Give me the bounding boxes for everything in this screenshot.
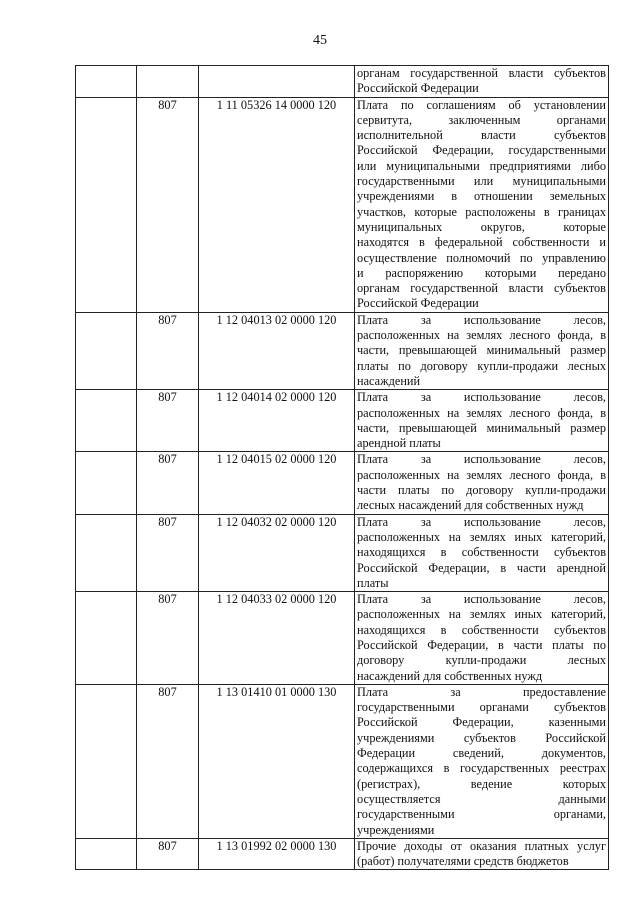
income-name-line: Федерации сведений, документов, (357, 746, 606, 761)
income-name-line: осуществление полномочий по управлению (357, 250, 606, 265)
income-name-line: части платы по договору купли-продажи (357, 483, 606, 498)
income-name-line: Российской Федерации, казенными (357, 715, 606, 730)
row-number-cell (76, 514, 137, 591)
income-name-line: Прочие доходы от оказания платных услуг (357, 838, 606, 853)
income-name-line: и распоряжению которыми передано (357, 265, 606, 280)
income-name-line: органам государственной власти субъектов (357, 281, 606, 296)
budget-classification-code-cell: 1 11 05326 14 0000 120 (199, 97, 355, 312)
income-name-cell (355, 66, 609, 98)
budget-classification-code-cell: 1 12 04033 02 0000 120 (199, 592, 355, 685)
income-name-line: или муниципальными предприятиями либо (357, 158, 606, 173)
budget-classification-code-cell: 1 13 01410 01 0000 130 (199, 684, 355, 838)
budget-classification-code-cell: 1 12 04032 02 0000 120 (199, 514, 355, 591)
income-name-line: муниципальных округов, которые (357, 219, 606, 234)
administrator-code-cell: 807 (137, 97, 199, 312)
income-name-line: учреждениями (357, 822, 435, 837)
income-name-cell (355, 97, 609, 312)
administrator-code-cell: 807 (137, 592, 199, 685)
row-number-cell (76, 838, 137, 870)
table-row (76, 514, 609, 591)
income-name-cell (355, 390, 609, 452)
income-name-line: Плата за использование лесов, (357, 312, 606, 327)
income-name-line: лесных насаждений для собственных нужд (357, 498, 584, 513)
income-name-line: участков, которые расположены в границах (357, 204, 606, 219)
table-body (76, 66, 609, 870)
income-codes-table (75, 65, 609, 870)
income-name-line: находящихся в собственности субъектов (357, 545, 606, 560)
table-row (76, 97, 609, 312)
income-name-line: органам государственной власти субъектов (357, 66, 606, 80)
income-name-line: Плата за использование лесов, (357, 592, 606, 607)
income-name-line: расположенных на землях лесного фонда, в (357, 405, 606, 420)
row-number-cell (76, 312, 137, 389)
table-row (76, 390, 609, 452)
income-name-line: Плата за использование лесов, (357, 390, 606, 405)
income-name-line: расположенных на землях иных категорий, (357, 607, 606, 622)
income-name-line: государственными органами, (357, 807, 606, 822)
income-name-line: Российской Федерации (357, 81, 479, 96)
income-name-cell (355, 514, 609, 591)
page-number: 45 (313, 33, 327, 48)
table-row (76, 452, 609, 514)
income-name-line: Российской Федерации (357, 296, 479, 311)
row-number-cell (76, 97, 137, 312)
row-number-cell (76, 452, 137, 514)
table-row (76, 592, 609, 685)
income-name-line: Плата за использование лесов, (357, 452, 606, 467)
income-name-line: Плата по соглашениям об установлении (357, 97, 606, 112)
income-name-line: (регистрах), ведение которых (357, 776, 606, 791)
income-name-line: платы по договору купли-продажи лесных (357, 358, 606, 373)
income-name-line: государственными или муниципальными (357, 174, 606, 189)
administrator-code-cell: 807 (137, 312, 199, 389)
row-number-cell (76, 592, 137, 685)
budget-classification-code-cell (199, 66, 355, 98)
income-name-line: расположенных на землях иных категорий, (357, 529, 606, 544)
income-name-line: договору купли-продажи лесных (357, 653, 606, 668)
row-number-cell (76, 66, 137, 98)
income-name-line: расположенных на землях лесного фонда, в (357, 467, 606, 482)
income-name-line: насаждений (357, 373, 421, 388)
income-name-line: содержащихся в государственных реестрах (357, 761, 606, 776)
income-name-line: государственными органами субъектов (357, 700, 606, 715)
income-name-line: части, превышающей минимальный размер (357, 420, 606, 435)
administrator-code-cell: 807 (137, 684, 199, 838)
income-name-cell (355, 452, 609, 514)
budget-classification-code-cell: 1 13 01992 02 0000 130 (199, 838, 355, 870)
income-name-cell (355, 684, 609, 838)
table-row (76, 66, 609, 98)
income-name-line: находящихся в собственности субъектов (357, 622, 606, 637)
income-name-line: Российской Федерации, государственными (357, 143, 606, 158)
budget-classification-code-cell: 1 12 04013 02 0000 120 (199, 312, 355, 389)
income-name-line: (работ) получателями средств бюджетов (357, 854, 569, 869)
row-number-cell (76, 684, 137, 838)
income-name-line: Плата за использование лесов, (357, 514, 606, 529)
income-name-cell (355, 838, 609, 870)
income-name-line: платы (357, 575, 389, 590)
income-name-line: части, превышающей минимальный размер (357, 343, 606, 358)
administrator-code-cell: 807 (137, 838, 199, 870)
income-name-line: насаждений для собственных нужд (357, 668, 543, 683)
budget-classification-code-cell: 1 12 04014 02 0000 120 (199, 390, 355, 452)
income-name-line: арендной платы (357, 436, 441, 451)
row-number-cell (76, 390, 137, 452)
budget-classification-code-cell: 1 12 04015 02 0000 120 (199, 452, 355, 514)
administrator-code-cell: 807 (137, 452, 199, 514)
income-name-line: учреждениями субъектов Российской (357, 730, 606, 745)
income-name-cell (355, 312, 609, 389)
income-name-line: расположенных на землях лесного фонда, в (357, 328, 606, 343)
income-name-line: исполнительной власти субъектов (357, 128, 606, 143)
income-name-line: Плата за предоставление (357, 684, 606, 699)
administrator-code-cell: 807 (137, 390, 199, 452)
administrator-code-cell (137, 66, 199, 98)
table-row (76, 838, 609, 870)
income-name-line: находятся в федеральной собственности и (357, 235, 606, 250)
income-name-line: сервитута, заключенным органами (357, 112, 606, 127)
income-name-line: учреждениями в отношении земельных (357, 189, 606, 204)
table-row (76, 312, 609, 389)
income-name-line: Российской Федерации, в части платы по (357, 637, 606, 652)
income-name-line: осуществляется данными (357, 791, 606, 806)
administrator-code-cell: 807 (137, 514, 199, 591)
table-row (76, 684, 609, 838)
income-name-cell (355, 592, 609, 685)
income-name-line: Российской Федерации, в части арендной (357, 560, 606, 575)
